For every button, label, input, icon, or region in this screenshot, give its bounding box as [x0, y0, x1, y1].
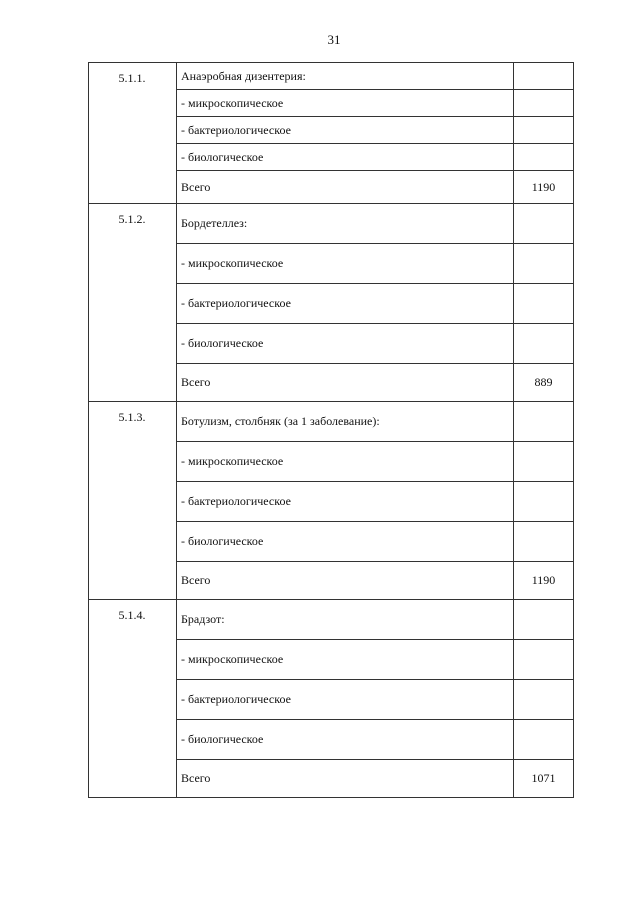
section-code: 5.1.4. [118, 608, 146, 622]
table-row [177, 244, 573, 284]
table-row [177, 402, 573, 442]
price-cell [513, 204, 573, 243]
total-price: 889 [513, 364, 573, 401]
section-code: 5.1.2. [118, 212, 146, 226]
table-row [177, 562, 573, 599]
price-table [88, 62, 574, 798]
table-row [177, 680, 573, 720]
total-price: 1190 [513, 171, 573, 203]
table-row [177, 482, 573, 522]
section-rows [176, 204, 573, 401]
table-row [177, 144, 573, 171]
section-code: 5.1.3. [118, 410, 146, 424]
price-cell [513, 90, 573, 116]
price-cell [513, 680, 573, 719]
table-section [88, 401, 574, 599]
table-row [177, 522, 573, 562]
price-cell [513, 324, 573, 363]
row-label: - биологическое [181, 732, 264, 746]
section-title: Бордетеллез: [181, 216, 248, 230]
row-label: - микроскопическое [181, 652, 284, 666]
section-title: Анаэробная дизентерия: [181, 68, 306, 83]
table-row [177, 364, 573, 401]
price-cell [513, 117, 573, 143]
row-label: - микроскопическое [181, 95, 284, 110]
table-row [177, 204, 573, 244]
row-label: - бактериологическое [181, 692, 291, 706]
row-label: - микроскопическое [181, 256, 284, 270]
table-section [88, 62, 574, 203]
price-cell [513, 244, 573, 283]
table-row [177, 442, 573, 482]
table-row [177, 63, 573, 90]
page-number: 31 [327, 32, 341, 47]
section-title: Ботулизм, столбняк (за 1 заболевание): [181, 414, 380, 428]
section-title: Брадзот: [181, 612, 225, 626]
table-row [177, 117, 573, 144]
row-label: - бактериологическое [181, 296, 291, 310]
table-section [88, 203, 574, 401]
price-cell [513, 402, 573, 441]
total-label: Всего [181, 573, 211, 587]
row-label: - биологическое [181, 534, 264, 548]
table-row [177, 760, 573, 797]
table-row [177, 640, 573, 680]
total-label: Всего [181, 771, 211, 785]
row-label: - биологическое [181, 336, 264, 350]
total-price: 1190 [513, 562, 573, 599]
row-label: - биологическое [181, 149, 264, 164]
table-row [177, 171, 573, 203]
table-row [177, 324, 573, 364]
table-row [177, 720, 573, 760]
table-row [177, 600, 573, 640]
total-label: Всего [181, 375, 211, 389]
table-row [177, 284, 573, 324]
row-label: - бактериологическое [181, 122, 291, 137]
section-code: 5.1.1. [118, 71, 146, 85]
price-cell [513, 144, 573, 170]
total-label: Всего [181, 179, 211, 194]
price-cell [513, 522, 573, 561]
price-cell [513, 442, 573, 481]
row-label: - бактериологическое [181, 494, 291, 508]
table-section [88, 599, 574, 798]
section-rows [176, 63, 573, 203]
price-cell [513, 640, 573, 679]
section-rows [176, 402, 573, 599]
price-cell [513, 482, 573, 521]
row-label: - микроскопическое [181, 454, 284, 468]
price-cell [513, 600, 573, 639]
price-cell [513, 720, 573, 759]
section-rows [176, 600, 573, 797]
table-row [177, 90, 573, 117]
price-cell [513, 63, 573, 89]
price-cell [513, 284, 573, 323]
total-price: 1071 [513, 760, 573, 797]
